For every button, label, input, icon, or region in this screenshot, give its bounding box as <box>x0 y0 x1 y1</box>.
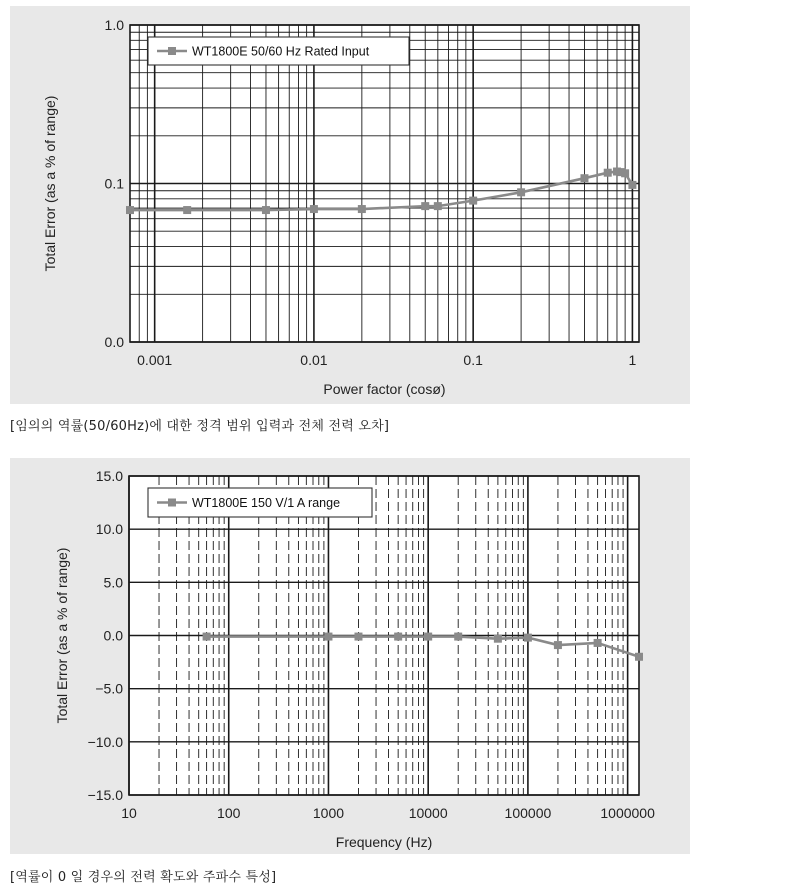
x-tick-label: 0.1 <box>463 352 483 368</box>
chart-panel-power-factor <box>10 6 690 404</box>
power-factor-chart <box>10 6 690 404</box>
data-point <box>635 653 643 661</box>
x-tick-label: 10 <box>121 805 137 821</box>
y-tick-label: 15.0 <box>95 468 123 484</box>
x-tick-label: 1000000 <box>600 805 655 821</box>
legend-label: WT1800E 150 V/1 A range <box>192 496 341 510</box>
data-point <box>580 174 588 182</box>
x-tick-label: 0.001 <box>137 352 173 368</box>
data-point <box>604 169 612 177</box>
data-point <box>126 206 134 214</box>
y-axis-label: Total Error (as a % of range) <box>42 95 58 272</box>
data-point <box>524 634 532 642</box>
data-point <box>628 181 636 189</box>
y-tick-label: 10.0 <box>95 521 123 538</box>
x-tick-label: 100000 <box>504 805 552 821</box>
data-point <box>262 206 270 214</box>
y-tick-label: −15.0 <box>87 787 123 803</box>
data-point <box>421 202 429 210</box>
data-point <box>517 188 525 196</box>
data-point <box>358 205 366 213</box>
x-tick-label: 1 <box>628 352 637 368</box>
x-axis-label: Frequency (Hz) <box>335 834 433 850</box>
y-axis-label: Total Error (as a % of range) <box>54 547 70 724</box>
data-point <box>203 633 211 641</box>
y-tick-label: 0.0 <box>103 627 123 644</box>
caption-frequency: [역률이 0 일 경우의 전력 확도와 주파수 특성] <box>10 870 277 885</box>
x-axis-label: Power factor (cosø) <box>323 381 446 397</box>
data-point <box>469 197 477 205</box>
data-point <box>494 635 502 643</box>
chart-panel-frequency <box>10 458 690 854</box>
x-tick-label: 0.01 <box>300 352 328 368</box>
x-tick-label: 1000 <box>312 805 345 821</box>
x-tick-label: 10000 <box>408 805 448 821</box>
legend-marker <box>168 47 176 55</box>
data-point <box>354 633 362 641</box>
y-tick-label: 0.1 <box>104 175 124 192</box>
data-point <box>183 206 191 214</box>
data-point <box>621 169 629 177</box>
y-tick-label: 1.0 <box>104 17 124 33</box>
x-tick-label: 100 <box>217 805 241 821</box>
data-point <box>594 639 602 647</box>
data-point <box>454 633 462 641</box>
y-tick-label: −10.0 <box>87 733 123 750</box>
caption-power-factor: [임의의 역률(50/60Hz)에 대한 정격 범위 입력과 전체 전력 오차] <box>10 419 390 434</box>
frequency-chart <box>10 458 690 854</box>
legend-label: WT1800E 50/60 Hz Rated Input <box>192 44 370 59</box>
legend-marker <box>168 499 176 507</box>
data-point <box>434 202 442 210</box>
data-point <box>394 633 402 641</box>
y-tick-label: 5.0 <box>103 574 123 591</box>
data-point <box>554 641 562 649</box>
y-tick-label: 0.0 <box>104 334 124 350</box>
data-point <box>310 205 318 213</box>
y-tick-label: −5.0 <box>95 680 123 697</box>
data-point <box>324 633 332 641</box>
data-point <box>424 633 432 641</box>
